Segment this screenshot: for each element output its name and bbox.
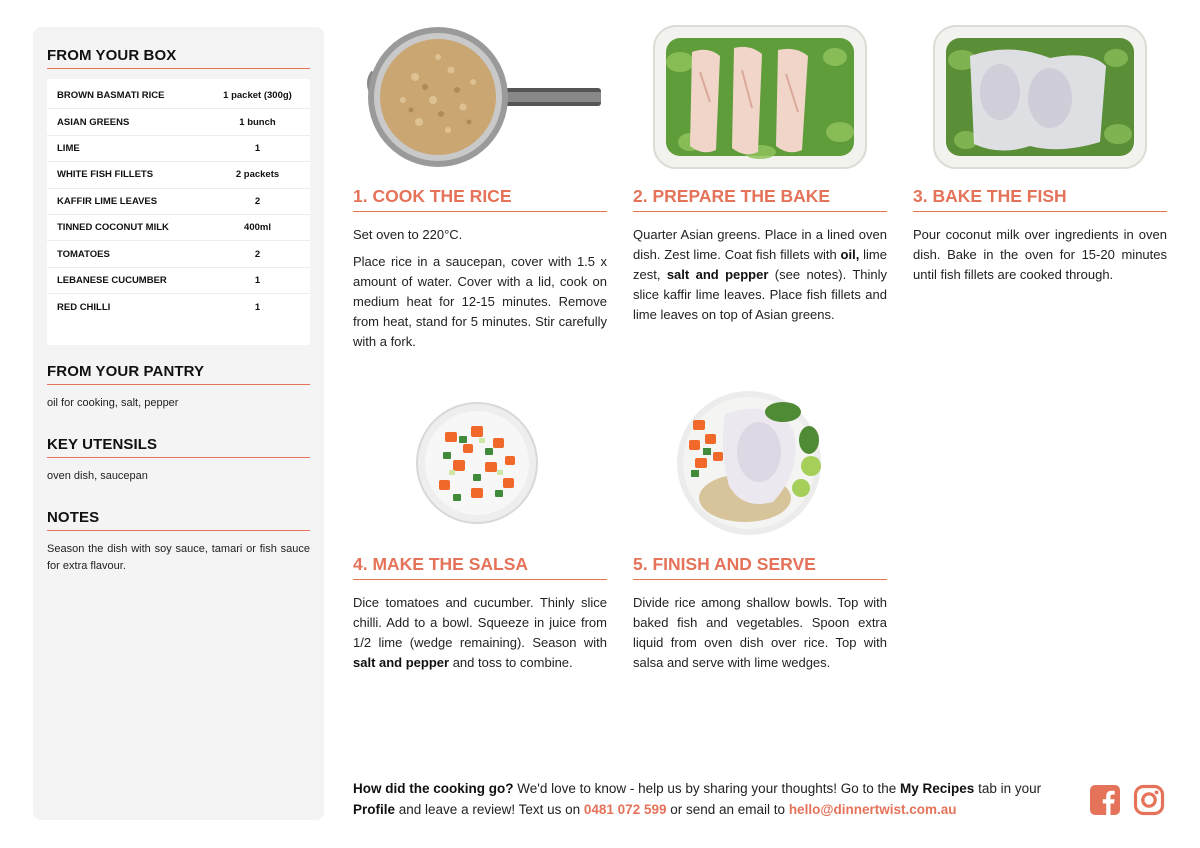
footer-my-recipes: My Recipes — [900, 781, 975, 796]
fish-bake-photo — [650, 22, 870, 172]
ingredient-name: TINNED COCONUT MILK — [57, 222, 169, 234]
ingredient-row — [47, 83, 310, 109]
step-5-title: 5. FINISH AND SERVE — [633, 554, 887, 580]
salsa-bowl-photo — [353, 390, 607, 540]
ingredient-name: RED CHILLI — [57, 301, 111, 313]
notes-title: NOTES — [47, 509, 310, 531]
ingredient-name: LEBANESE CUCUMBER — [57, 274, 167, 286]
step-2 — [633, 22, 887, 332]
from-your-pantry-title: FROM YOUR PANTRY — [47, 363, 310, 385]
key-utensils-title: KEY UTENSILS — [47, 436, 310, 458]
step-3-title: 3. BAKE THE FISH — [913, 186, 1167, 212]
footer-text: and leave a review! Text us on — [395, 802, 584, 817]
rice-strainer-photo — [353, 22, 607, 172]
ingredient-row — [47, 268, 310, 294]
footer-text: We'd love to know - help us by sharing your thoughts! Go to the — [513, 781, 901, 796]
ingredient-qty: 2 — [254, 195, 261, 207]
ingredient-name: BROWN BASMATI RICE — [57, 90, 165, 102]
ingredient-qty: 2 packets — [235, 169, 280, 181]
step-5 — [633, 390, 887, 680]
ingredient-name: WHITE FISH FILLETS — [57, 169, 154, 181]
step-5-paragraph: Divide rice among shallow bowls. Top with baked fish and vegetables. Spoon extra liquid from oven dish over rice. Top with salsa and serve with lime wedges. — [633, 595, 887, 670]
finished-dish-photo — [633, 390, 887, 540]
ingredient-row — [47, 294, 310, 320]
utensils-text: oven dish, saucepan — [47, 469, 148, 482]
step-4-text-part: and toss to combine. — [449, 655, 573, 670]
ingredient-qty: 400ml — [244, 222, 271, 234]
step-4-bold-salt-pepper: salt and pepper — [353, 655, 450, 670]
from-your-box-title: FROM YOUR BOX — [47, 47, 310, 69]
footer-profile: Profile — [353, 802, 396, 817]
ingredient-row — [47, 136, 310, 162]
ingredients-sidebar — [33, 27, 324, 820]
ingredient-name: LIME — [57, 142, 80, 154]
step-3-paragraph: Pour coconut milk over ingredients in oven dish. Bake in the oven for 15-20 minutes until fish fillets are cooked through. — [913, 227, 1167, 282]
footer-text: tab in your — [974, 781, 1042, 796]
footer-phone-link[interactable]: 0481 072 599 — [583, 802, 667, 817]
step-1-paragraph-2: Place rice in a saucepan, cover with 1.5 x amount of water. Cover with a lid, cook on medium heat for 12-15 minutes. Remove from heat, stand for 5 minutes. Stir carefully with a fork. — [353, 254, 607, 349]
step-2-text-part: Quarter Asian greens. Place in a lined oven dish. Zest lime. Coat fish fillets with — [633, 227, 887, 262]
ingredient-row — [47, 189, 310, 215]
footer-email-link[interactable]: hello@dinnertwist.com.au — [788, 802, 957, 817]
step-4 — [353, 390, 607, 680]
ingredient-qty: 1 — [254, 301, 261, 313]
step-1-text — [353, 225, 607, 352]
step-1-title: 1. COOK THE RICE — [353, 186, 607, 212]
ingredient-qty: 1 — [254, 142, 261, 154]
step-2-text-part: (see notes). Thinly slice kaffir lime leaves. Place fish fillets and lime leaves on top of Asian greens. — [633, 267, 887, 322]
ingredient-qty: 2 — [254, 248, 261, 260]
step-1-paragraph-1: Set oven to 220°C. — [353, 227, 463, 242]
step-2-text-part: lime zest, — [633, 247, 887, 282]
ingredient-qty: 1 bunch — [239, 116, 276, 128]
box-ingredients-table — [47, 79, 310, 345]
feedback-footer — [353, 778, 1073, 820]
ingredient-row — [47, 241, 310, 267]
step-2-text — [633, 225, 887, 325]
ingredient-row — [47, 162, 310, 188]
step-5-text — [633, 593, 887, 673]
notes-text: Season the dish with soy sauce, tamari or fish sauce for extra flavour. — [47, 542, 310, 572]
footer-question: How did the cooking go? — [353, 781, 514, 796]
step-3 — [913, 22, 1167, 292]
step-2-title: 2. PREPARE THE BAKE — [633, 186, 887, 212]
step-2-bold-salt-pepper: salt and pepper — [666, 267, 769, 282]
social-links — [1089, 784, 1165, 816]
step-4-title: 4. MAKE THE SALSA — [353, 554, 607, 580]
step-3-text — [913, 225, 1167, 285]
facebook-icon[interactable] — [1089, 784, 1121, 816]
step-1 — [353, 22, 607, 359]
step-2-bold-oil: oil, — [840, 247, 860, 262]
ingredient-name: TOMATOES — [57, 248, 110, 260]
pantry-text: oil for cooking, salt, pepper — [47, 396, 179, 409]
ingredient-qty: 1 packet (300g) — [223, 90, 292, 102]
ingredient-qty: 1 — [254, 274, 261, 286]
baked-fish-photo — [930, 22, 1150, 172]
ingredient-row — [47, 215, 310, 241]
step-4-text-part: Dice tomatoes and cucumber. Thinly slice chilli. Add to a bowl. Squeeze in juice from 1/2 lime (wedge remaining). Season with — [353, 595, 607, 650]
instagram-icon[interactable] — [1133, 784, 1165, 816]
step-4-text — [353, 593, 607, 673]
ingredient-row — [47, 109, 310, 135]
ingredient-name: KAFFIR LIME LEAVES — [57, 195, 158, 207]
footer-text: or send an email to — [666, 802, 789, 817]
ingredient-name: ASIAN GREENS — [57, 116, 130, 128]
